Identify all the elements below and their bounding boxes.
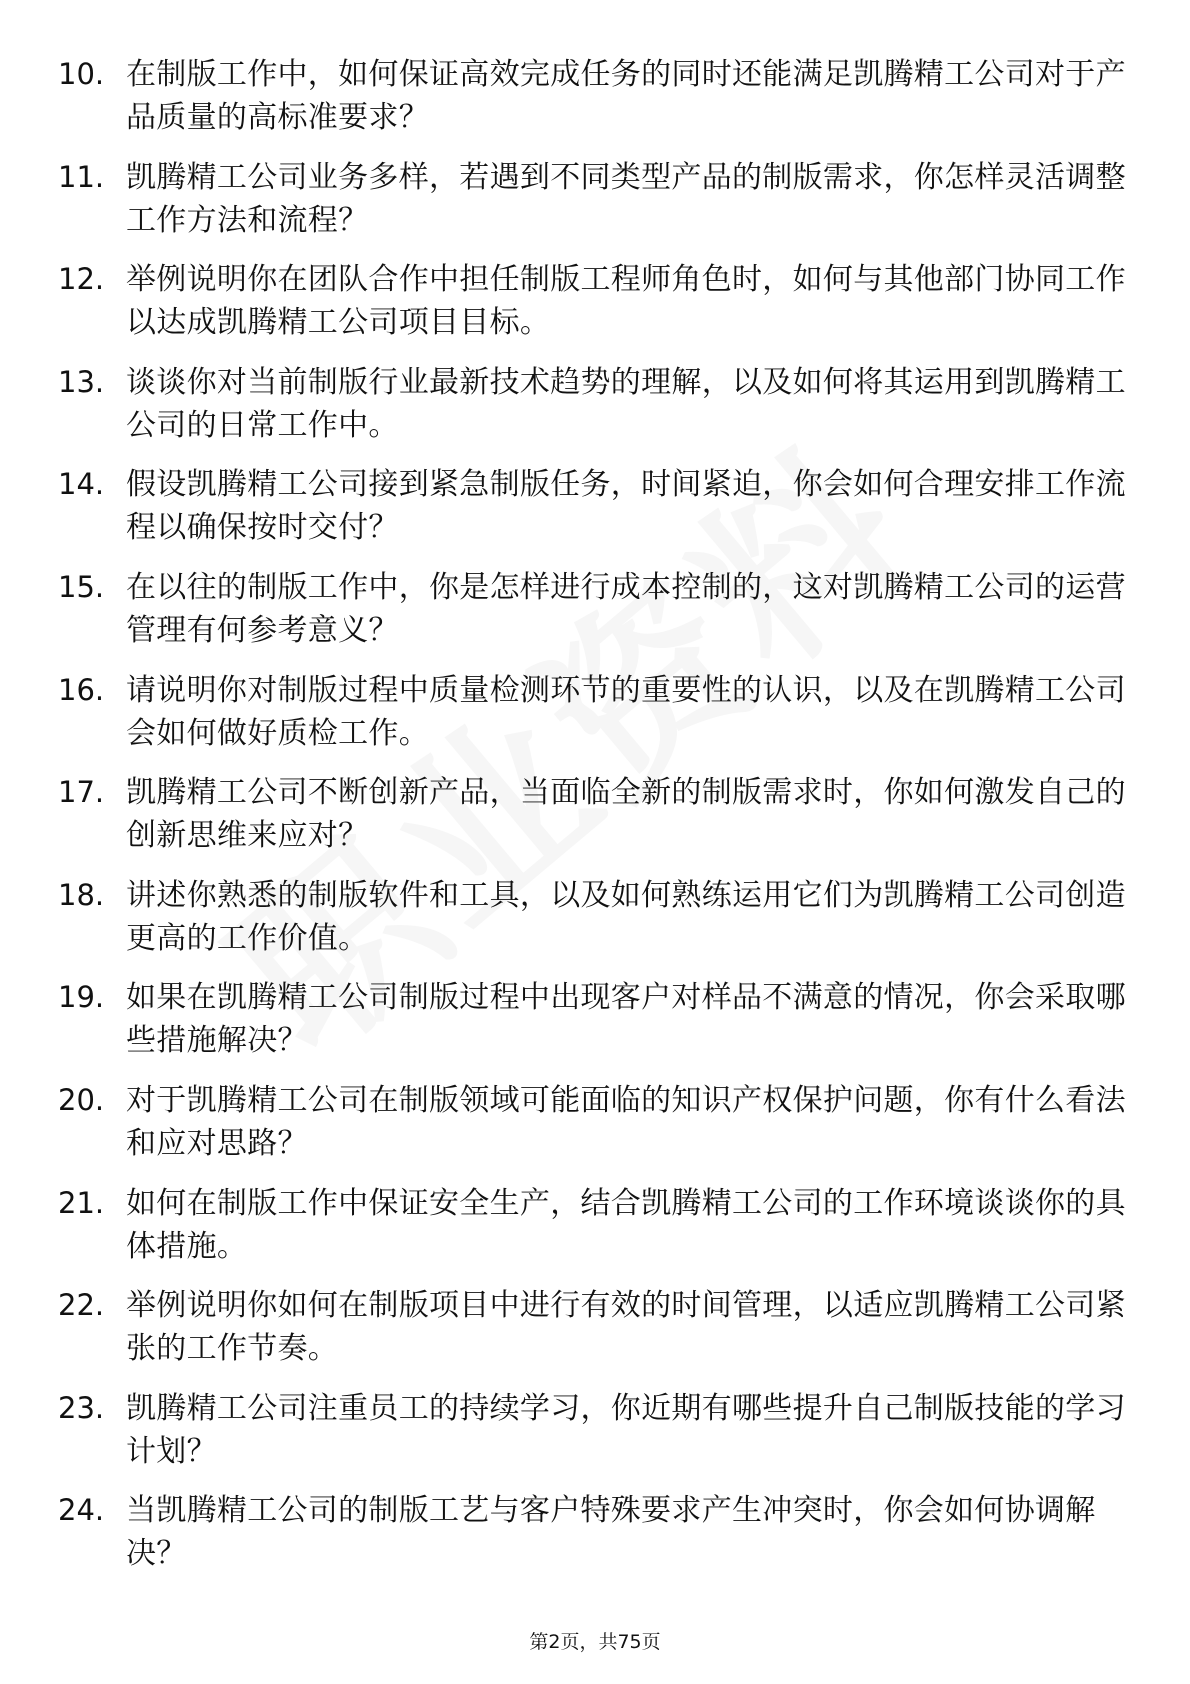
- page-number: 第2页，共75页: [529, 1631, 661, 1653]
- list-item: [58, 1182, 1138, 1285]
- list-item: [58, 669, 1138, 772]
- list-item: [58, 361, 1138, 464]
- question-number: 22.: [58, 1288, 105, 1323]
- question-number: 12.: [58, 262, 105, 297]
- question-text: 对于凯腾精工公司在制版领域可能面临的知识产权保护问题，你有什么看法和应对思路？: [126, 1082, 1126, 1161]
- list-item: [58, 1284, 1138, 1387]
- question-text: 在以往的制版工作中，你是怎样进行成本控制的，这对凯腾精工公司的运营管理有何参考意义？: [126, 569, 1126, 648]
- question-text: 举例说明你在团队合作中担任制版工程师角色时，如何与其他部门协同工作以达成凯腾精工公司项目目标。: [126, 262, 1126, 341]
- question-number: 21.: [58, 1185, 105, 1220]
- question-number: 19.: [58, 980, 105, 1015]
- list-item: [58, 976, 1138, 1079]
- list-item: [58, 1387, 1138, 1490]
- question-text: 凯腾精工公司注重员工的持续学习，你近期有哪些提升自己制版技能的学习计划？: [126, 1390, 1126, 1469]
- question-text: 如果在凯腾精工公司制版过程中出现客户对样品不满意的情况，你会采取哪些措施解决？: [126, 980, 1126, 1059]
- question-text: 请说明你对制版过程中质量检测环节的重要性的认识，以及在凯腾精工公司会如何做好质检工作。: [126, 672, 1126, 751]
- list-item: [58, 1079, 1138, 1182]
- question-text: 讲述你熟悉的制版软件和工具，以及如何熟练运用它们为凯腾精工公司创造更高的工作价值。: [126, 877, 1126, 956]
- question-number: 14.: [58, 467, 105, 502]
- question-number: 20.: [58, 1082, 105, 1117]
- question-number: 13.: [58, 364, 105, 399]
- list-item: [58, 463, 1138, 566]
- question-number: 18.: [58, 877, 105, 912]
- list-item: [58, 1489, 1138, 1592]
- list-item: [58, 566, 1138, 669]
- list-item: [58, 258, 1138, 361]
- question-text: 凯腾精工公司不断创新产品，当面临全新的制版需求时，你如何激发自己的创新思维来应对？: [126, 775, 1126, 854]
- question-text: 在制版工作中，如何保证高效完成任务的同时还能满足凯腾精工公司对于产品质量的高标准要求？: [126, 57, 1126, 135]
- question-number: 16.: [58, 672, 105, 707]
- question-list: [58, 53, 1138, 1592]
- question-number: 23.: [58, 1390, 105, 1425]
- question-number: 10.: [58, 57, 105, 91]
- question-number: 17.: [58, 775, 105, 810]
- list-item: [58, 874, 1138, 977]
- question-text: 谈谈你对当前制版行业最新技术趋势的理解，以及如何将其运用到凯腾精工公司的日常工作中。: [126, 364, 1126, 443]
- list-item: [58, 771, 1138, 874]
- question-text: 当凯腾精工公司的制版工艺与客户特殊要求产生冲突时，你会如何协调解决？: [126, 1493, 1096, 1572]
- question-number: 11.: [58, 159, 105, 194]
- question-number: 24.: [58, 1493, 105, 1528]
- question-text: 凯腾精工公司业务多样，若遇到不同类型产品的制版需求，你怎样灵活调整工作方法和流程？: [126, 159, 1126, 238]
- question-text: 假设凯腾精工公司接到紧急制版任务，时间紧迫，你会如何合理安排工作流程以确保按时交付？: [126, 467, 1126, 546]
- question-text: 举例说明你如何在制版项目中进行有效的时间管理，以适应凯腾精工公司紧张的工作节奏。: [126, 1288, 1126, 1367]
- question-text: 如何在制版工作中保证安全生产，结合凯腾精工公司的工作环境谈谈你的具体措施。: [126, 1185, 1126, 1264]
- question-number: 15.: [58, 569, 105, 604]
- list-item: [58, 156, 1138, 259]
- list-item: [58, 53, 1138, 156]
